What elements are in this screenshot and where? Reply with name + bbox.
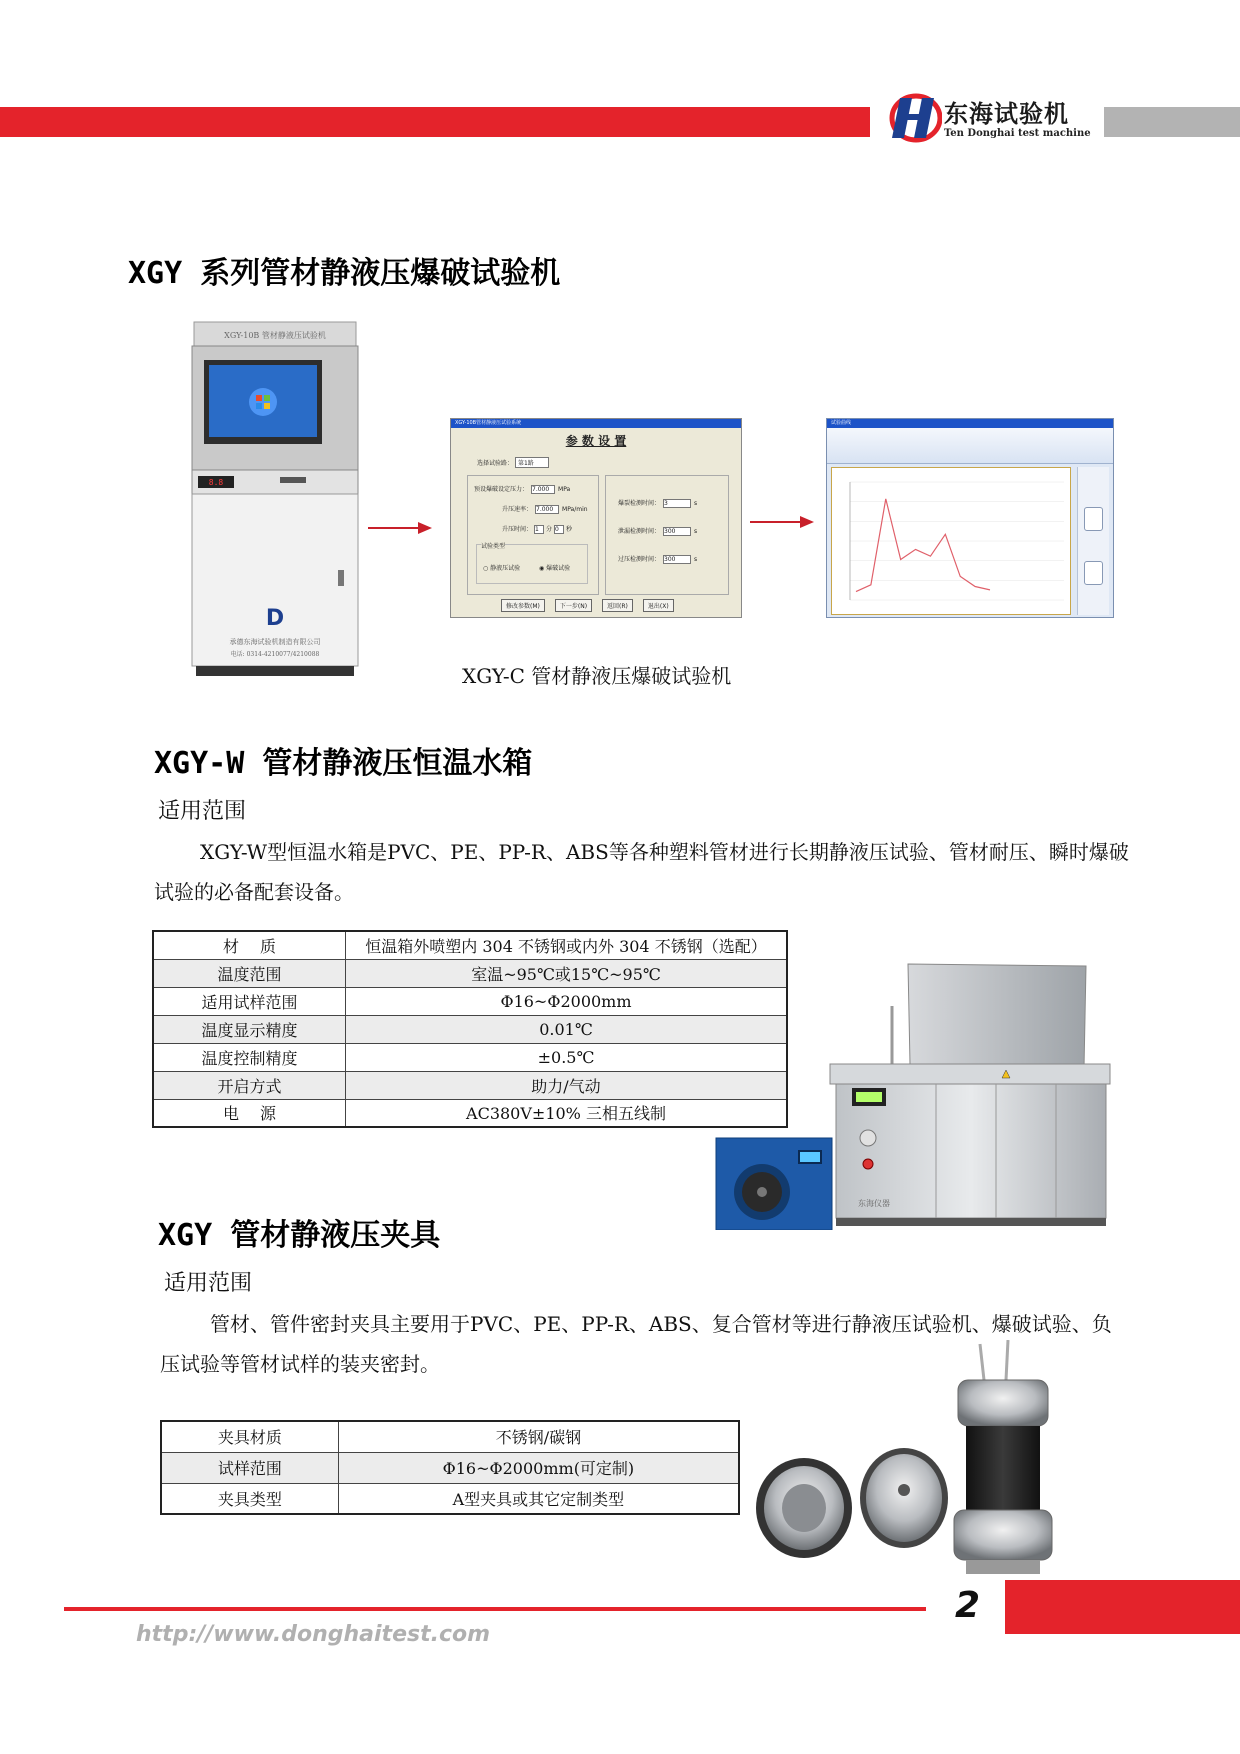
water-tank-spec-table <box>152 930 788 1128</box>
dialog-field-label: 泄漏检测时间： <box>618 528 661 535</box>
dialog-field-label: 爆裂检测时间： <box>618 500 661 507</box>
radio-label: 爆破试验 <box>546 565 571 572</box>
header-red-bar <box>0 107 870 137</box>
spec-label: 开启方式 <box>153 1071 345 1099</box>
unit-label: MPa <box>558 486 571 493</box>
burst-detect-input[interactable]: 3 <box>663 499 691 508</box>
section2-paragraph: XGY-W型恒温水箱是PVC、PE、PP-R、ABS等各种塑料管材进行长期静液压试验、管材耐压、瞬时爆破试验的必备配套设备。 <box>154 840 1129 904</box>
table-row <box>153 987 787 1015</box>
fixture-spec-table <box>160 1420 740 1515</box>
dialog-title: 参 数 设 置 <box>565 434 627 448</box>
page-number: 2 <box>955 1585 981 1626</box>
curve-window-screenshot <box>826 418 1114 618</box>
dialog-button-row <box>501 599 674 612</box>
test-type-group <box>476 544 588 584</box>
spec-value: Φ16~Φ2000mm(可定制) <box>338 1452 739 1483</box>
section1-caption: XGY-C 管材静液压爆破试验机 <box>462 664 732 688</box>
spec-value: Φ16~Φ2000mm <box>345 987 787 1015</box>
side-panel <box>1077 467 1109 615</box>
section3-subtitle: 适用范围 <box>164 1271 253 1296</box>
radio-label: 静液压试验 <box>490 565 521 572</box>
time-sec-input[interactable]: 0 <box>554 525 564 534</box>
spec-label: 温度控制精度 <box>153 1043 345 1071</box>
parameter-dialog-screenshot <box>450 418 742 618</box>
radio-static[interactable]: ○ 静液压试验 <box>483 565 521 572</box>
footer-red-block <box>1005 1580 1240 1634</box>
spec-label: 夹具类型 <box>161 1483 338 1514</box>
ribbon-toolbar <box>827 428 1113 464</box>
logo-subtext: Ten Donghai test machine <box>944 128 1091 139</box>
dialog-field-label: 升压时间： <box>502 526 533 533</box>
dialog-window-title: XGY-10B管材静液压试验系统 <box>451 419 741 428</box>
arrow-right-icon <box>750 514 814 530</box>
side-button[interactable] <box>1084 561 1103 585</box>
pipe-fixtures-image <box>752 1340 1112 1580</box>
chart-series-line <box>856 499 990 592</box>
spec-label: 温度范围 <box>153 959 345 987</box>
leak-detect-input[interactable]: 300 <box>663 527 691 536</box>
table-row <box>153 931 787 959</box>
spec-value: 室温~95℃或15℃~95℃ <box>345 959 787 987</box>
rate-input[interactable]: 7.000 <box>535 505 559 514</box>
section2-subtitle: 适用范围 <box>158 799 247 824</box>
unit-label: s <box>694 528 698 535</box>
table-row <box>153 1043 787 1071</box>
section3-paragraph: 管材、管件密封夹具主要用于PVC、PE、PP-R、ABS、复合管材等进行静液压试验机、爆破试验、负压试验等管材试样的装夹密封。 <box>160 1312 1112 1376</box>
cabinet-label: XGY-10B 管材静液压试验机 <box>224 331 326 340</box>
company-logo <box>886 86 1106 146</box>
test-machine-cabinet-image <box>190 320 360 680</box>
time-min-input[interactable]: 1 <box>534 525 544 534</box>
cabinet-phone: 电话: 0314-4210077/4210088 <box>230 651 320 658</box>
table-row <box>161 1452 739 1483</box>
header-gray-bar <box>1104 107 1240 137</box>
dialog-field-label: 升压速率： <box>502 506 533 513</box>
dialog-channel-select[interactable]: 第1路 <box>515 457 549 468</box>
water-tank-image <box>714 960 1124 1230</box>
curve-window-title: 试验曲线 <box>827 419 1113 428</box>
radio-burst[interactable]: ◉ 爆破试验 <box>539 565 571 572</box>
logo-mark-icon <box>886 88 942 144</box>
svg-text:D: D <box>265 606 285 631</box>
cabinet-company: 承德东海试验机制造有限公司 <box>229 638 321 646</box>
footer-red-line <box>64 1607 926 1611</box>
section2-title: XGY-W 管材静液压恒温水箱 <box>154 746 533 781</box>
table-row <box>153 1015 787 1043</box>
logo-text: 东海试验机 <box>944 100 1069 128</box>
return-button[interactable]: 返回(R) <box>602 599 633 612</box>
website-url[interactable]: http://www.donghaitest.com <box>136 1622 491 1647</box>
dialog-field-label: 预设爆破设定压力： <box>474 486 529 493</box>
exit-button[interactable]: 退出(X) <box>643 599 674 612</box>
table-row <box>161 1421 739 1452</box>
unit-label: 分 <box>546 526 553 533</box>
unit-label: s <box>694 500 698 507</box>
spec-label: 电 源 <box>153 1099 345 1127</box>
spec-label: 适用试样范围 <box>153 987 345 1015</box>
section3-title: XGY 管材静液压夹具 <box>158 1218 441 1253</box>
unit-label: MPa/min <box>562 506 588 513</box>
burst-pressure-input[interactable]: 7.000 <box>531 485 555 494</box>
side-button[interactable] <box>1084 507 1103 531</box>
table-row <box>161 1483 739 1514</box>
table-row <box>153 1099 787 1127</box>
dialog-select-label: 选择试验路： <box>477 460 514 467</box>
dialog-left-group <box>467 475 599 595</box>
spec-value: 不锈钢/碳钢 <box>338 1421 739 1452</box>
modify-params-button[interactable]: 修改参数(M) <box>501 599 545 612</box>
unit-label: 秒 <box>566 526 573 533</box>
arrow-right-icon <box>368 520 432 536</box>
spec-label: 温度显示精度 <box>153 1015 345 1043</box>
spec-value: AC380V±10% 三相五线制 <box>345 1099 787 1127</box>
spec-value: A型夹具或其它定制类型 <box>338 1483 739 1514</box>
pressure-curve-chart <box>832 468 1072 616</box>
section1-title: XGY 系列管材静液压爆破试验机 <box>128 256 561 291</box>
unit-label: s <box>694 556 698 563</box>
test-type-label: 试验类型 <box>481 543 506 550</box>
dialog-right-group <box>605 475 729 595</box>
svg-text:8.8: 8.8 <box>208 478 224 487</box>
dialog-field-label: 过压检测时间： <box>618 556 661 563</box>
overpressure-detect-input[interactable]: 300 <box>663 555 691 564</box>
spec-label: 夹具材质 <box>161 1421 338 1452</box>
next-step-button[interactable]: 下一步(N) <box>555 599 592 612</box>
spec-label: 材 质 <box>153 931 345 959</box>
spec-value: 助力/气动 <box>345 1071 787 1099</box>
spec-value: ±0.5℃ <box>345 1043 787 1071</box>
spec-value: 恒温箱外喷塑内 304 不锈钢或内外 304 不锈钢（选配） <box>345 931 787 959</box>
spec-label: 试样范围 <box>161 1452 338 1483</box>
table-row <box>153 959 787 987</box>
worksheet-area <box>831 467 1071 615</box>
spec-value: 0.01℃ <box>345 1015 787 1043</box>
table-row <box>153 1071 787 1099</box>
tank-label: 东海仪器 <box>858 1199 890 1208</box>
